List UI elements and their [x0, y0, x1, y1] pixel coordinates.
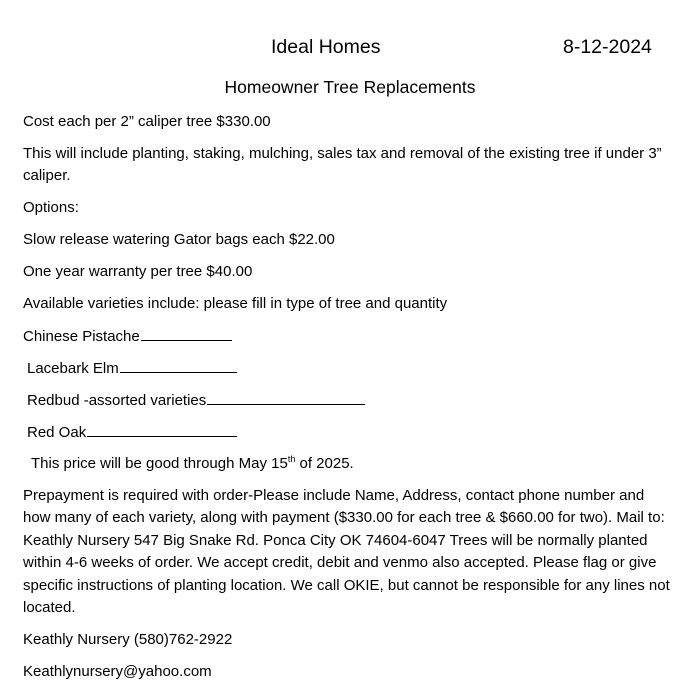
variety-redbud: [27, 389, 365, 412]
variety-label: Red Oak: [27, 424, 87, 441]
varieties-intro: Available varieties include: please fill in type of tree and quantity: [23, 295, 448, 312]
document-date: 8-12-2024: [563, 36, 652, 58]
option-gator-bags: Slow release watering Gator bags each $22.00: [23, 231, 335, 248]
variety-lacebark-elm: [27, 357, 237, 380]
ordinal-suffix: th: [287, 454, 296, 464]
prepayment-paragraph: Prepayment is required with order-Please include Name, Address, contact phone number and how many of each variety, along with payment ($330.00 for each tree & $660.00 for two). Mail to: Keathly Nursery 547 Big Snake Rd. Ponca City OK 74604-6047 Trees will be normally planted within 4-6 weeks of order. We accept credit, debit and venmo also accepted. Please flag or give specific instructions of planting location. We call OKIE, but cannot be responsible for any lines not located.: [23, 487, 670, 617]
quantity-blank: [87, 421, 237, 437]
document-title: Homeowner Tree Replacements: [224, 77, 476, 97]
includes-paragraph: This will include planting, staking, mulching, sales tax and removal of the existing tree if under 3” caliper.: [23, 145, 662, 185]
variety-red-oak: [27, 421, 237, 444]
variety-label: Redbud -assorted varieties: [27, 392, 207, 409]
quantity-blank: [141, 325, 232, 341]
price-validity-text: This price will be good through May 15: [31, 455, 288, 472]
price-validity-line: [31, 453, 354, 475]
cost-line: Cost each per 2” caliper tree $330.00: [23, 113, 271, 130]
quantity-blank: [120, 357, 237, 373]
variety-chinese-pistache: [23, 325, 232, 348]
variety-label: Chinese Pistache: [23, 328, 140, 345]
company-name: Ideal Homes: [271, 36, 381, 58]
contact-email: Keathlynursery@yahoo.com: [23, 663, 212, 680]
contact-phone: Keathly Nursery (580)762-2922: [23, 631, 233, 648]
option-warranty: One year warranty per tree $40.00: [23, 263, 253, 280]
quantity-blank: [207, 389, 365, 405]
options-heading: Options:: [23, 199, 79, 216]
price-validity-year: of 2025.: [295, 455, 354, 472]
variety-label: Lacebark Elm: [27, 360, 119, 377]
